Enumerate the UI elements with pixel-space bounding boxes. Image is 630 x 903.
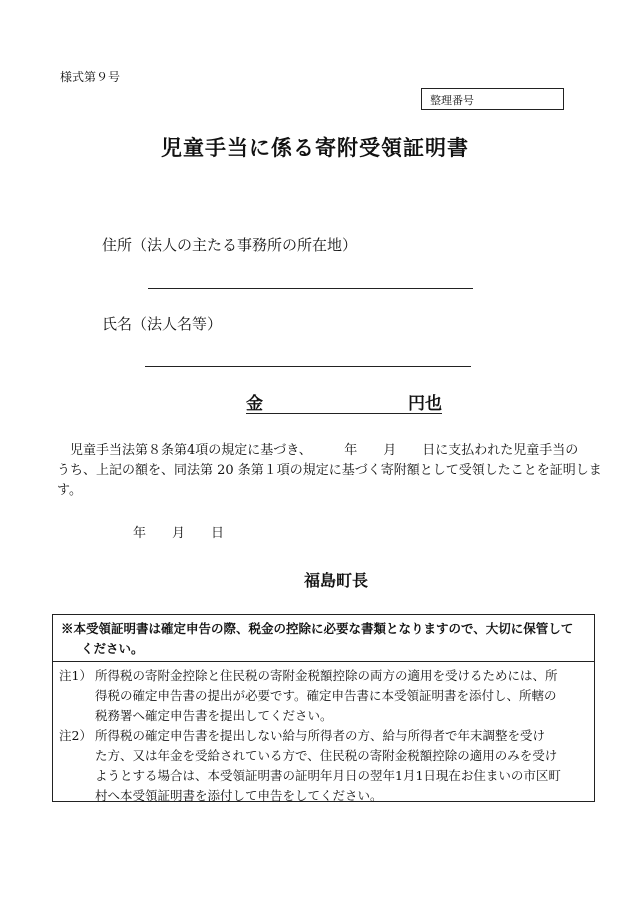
form-number: 様式第９号 xyxy=(60,70,121,84)
issuer-name: 福島町長 xyxy=(303,571,368,590)
reference-number-box xyxy=(421,88,564,110)
amount-field xyxy=(246,389,442,414)
notice-line: ※本受領証明書は確定申告の際、税金の控除に必要な書類となりますので、大切に保管して xyxy=(61,621,574,636)
certification-line: す。 xyxy=(57,483,82,498)
note-item xyxy=(59,666,586,726)
notes-list xyxy=(53,662,594,806)
note-line: た方、又は年金を受給されている方で、住民税の寄附金税額控除の適用のみを受け xyxy=(95,748,558,763)
document-title: 児童手当に係る寄附受領証明書 xyxy=(161,135,469,160)
note-item xyxy=(59,726,586,806)
note-line: 村へ本受領証明書を添付して申告をしてください。 xyxy=(95,788,383,803)
name-label: 氏名（法人名等） xyxy=(102,315,223,333)
note-line: 所得税の確定申告書を提出しない給与所得者の方、給与所得者で年末調整を受け xyxy=(95,728,546,743)
amount-suffix: 円也 xyxy=(408,394,442,414)
note-label: 注1） xyxy=(59,668,92,683)
address-line xyxy=(148,288,473,289)
address-label: 住所（法人の主たる事務所の所在地） xyxy=(102,236,358,254)
notice-line: ください。 xyxy=(81,641,144,656)
certification-line: うち、上記の額を、同法第 20 条第１項の規定に基づく寄附額として受領したことを証明しま xyxy=(57,463,602,478)
certification-date: 年 月 日 xyxy=(133,526,225,541)
note-line: 所得税の寄附金控除と住民税の寄附金税額控除の両方の適用を受けるためには、所 xyxy=(95,668,558,683)
amount-prefix: 金 xyxy=(246,394,263,414)
certification-line: 児童手当法第８条第4項の規定に基づき、 年 月 日に支払われた児童手当の xyxy=(57,443,579,458)
name-line xyxy=(145,366,471,367)
notice-heading xyxy=(53,615,594,662)
reference-number-label: 整理番号 xyxy=(430,94,474,107)
notice-box xyxy=(52,614,595,802)
certification-text xyxy=(57,441,602,501)
note-line: 税務署へ確定申告書を提出してください。 xyxy=(95,708,333,723)
note-label: 注2） xyxy=(59,728,92,743)
note-line: 得税の確定申告書の提出が必要です。確定申告書に本受領証明書を添付し、所轄の xyxy=(95,688,557,703)
note-line: ようとする場合は、本受領証明書の証明年月日の翌年1月1日現在お住まいの市区町 xyxy=(95,768,561,783)
